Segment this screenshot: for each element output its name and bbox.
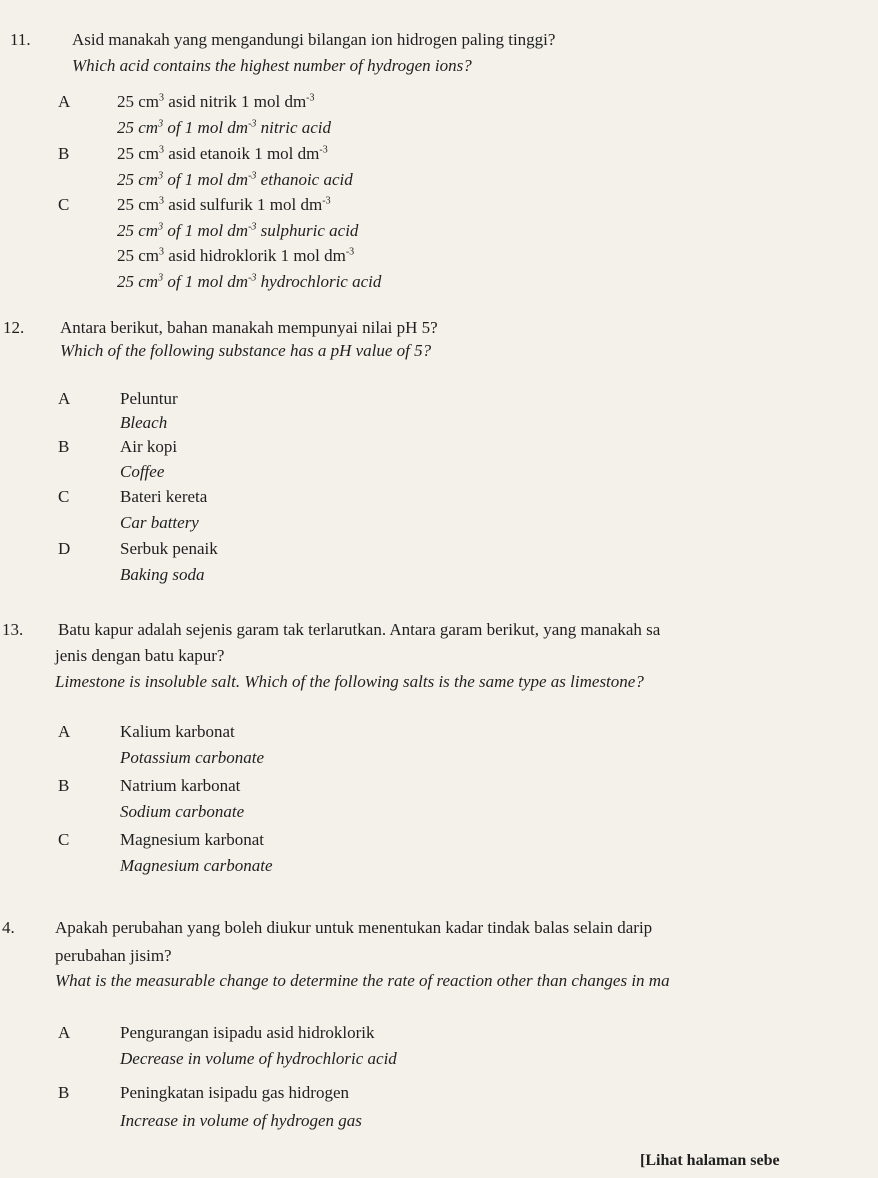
option-letter: A [58,1023,71,1042]
option-c-english: Car battery [120,513,199,532]
option-d-english: Baking soda [120,565,205,584]
option-letter: A [58,722,71,741]
option-letter: C [58,195,70,214]
option-a-english: 25 $cm^3$ of 1 mol $dm^{-3}$ nitric acid [117,118,332,137]
option-c-malay: Magnesium karbonat [120,830,264,849]
option-b-english: 25 $cm^3$ of 1 mol $dm^{-3}$ ethanoic acid [117,170,353,189]
question-stem-malay-2: perubahan jisim? [55,946,172,965]
question-stem-english: Limestone is insoluble salt. Which of the following salts is the same type as limestone? [55,672,644,691]
question-stem-malay: Asid manakah yang mengandungi bilangan ion hidrogen paling tinggi? [72,30,556,49]
option-letter: A [58,389,71,408]
option-d-english: 25 $cm^3$ of 1 mol $dm^{-3}$ hydrochloric acid [117,272,382,291]
option-d-malay: 25 $cm^3$ asid hidroklorik 1 mol $dm^{-3}$ [117,246,355,265]
option-d-malay: Serbuk penaik [120,539,218,558]
option-b-malay: Air kopi [120,437,178,456]
question-stem-malay-1: Apakah perubahan yang boleh diukur untuk menentukan kadar tindak balas selain darip [55,918,653,937]
option-b-malay: Peningkatan isipadu gas hidrogen [120,1083,349,1102]
option-a-malay: 25 $cm^3$ asid nitrik 1 mol $dm^{-3}$ [117,92,315,111]
question-number: 4. [2,918,15,937]
question-number: 12. [3,318,25,337]
option-letter: C [58,487,70,506]
option-letter: B [58,776,70,795]
option-b-english: Increase in volume of hydrogen gas [120,1111,362,1130]
option-a-english: Bleach [120,413,168,432]
option-c-malay: Bateri kereta [120,487,208,506]
option-a-english: Decrease in volume of hydrochloric acid [120,1049,397,1068]
question-number: 11. [10,30,31,49]
option-letter: B [58,144,70,163]
page-footer-next-page: [Lihat halaman sebe [640,1152,780,1169]
question-stem-malay: Antara berikut, bahan manakah mempunyai nilai pH 5? [60,318,438,337]
option-b-english: Sodium carbonate [120,802,245,821]
option-b-malay: 25 $cm^3$ asid etanoik 1 mol $dm^{-3}$ [117,144,328,163]
question-stem-malay-1: Batu kapur adalah sejenis garam tak terlarutkan. Antara garam berikut, yang manakah sa [58,620,661,639]
option-letter: C [58,830,70,849]
question-stem-english: Which acid contains the highest number of hydrogen ions? [72,56,472,75]
option-letter: B [58,1083,70,1102]
option-letter: B [58,437,70,456]
option-a-malay: Peluntur [120,389,178,408]
option-a-malay: Pengurangan isipadu asid hidroklorik [120,1023,375,1042]
question-stem-english: What is the measurable change to determine the rate of reaction other than changes in ma [55,971,670,990]
option-c-english: 25 $cm^3$ of 1 mol $dm^{-3}$ sulphuric acid [117,221,359,240]
question-stem-malay-2: jenis dengan batu kapur? [55,646,225,665]
option-c-english: Magnesium carbonate [120,856,273,875]
question-number: 13. [2,620,24,639]
option-b-english: Coffee [120,462,165,481]
option-letter: D [58,539,71,558]
option-a-malay: Kalium karbonat [120,722,235,741]
option-b-malay: Natrium karbonat [120,776,241,795]
option-a-english: Potassium carbonate [120,748,265,767]
question-stem-english: Which of the following substance has a pH value of 5? [60,341,432,360]
option-c-malay: 25 $cm^3$ asid sulfurik 1 mol $dm^{-3}$ [117,195,331,214]
option-letter: A [58,92,71,111]
